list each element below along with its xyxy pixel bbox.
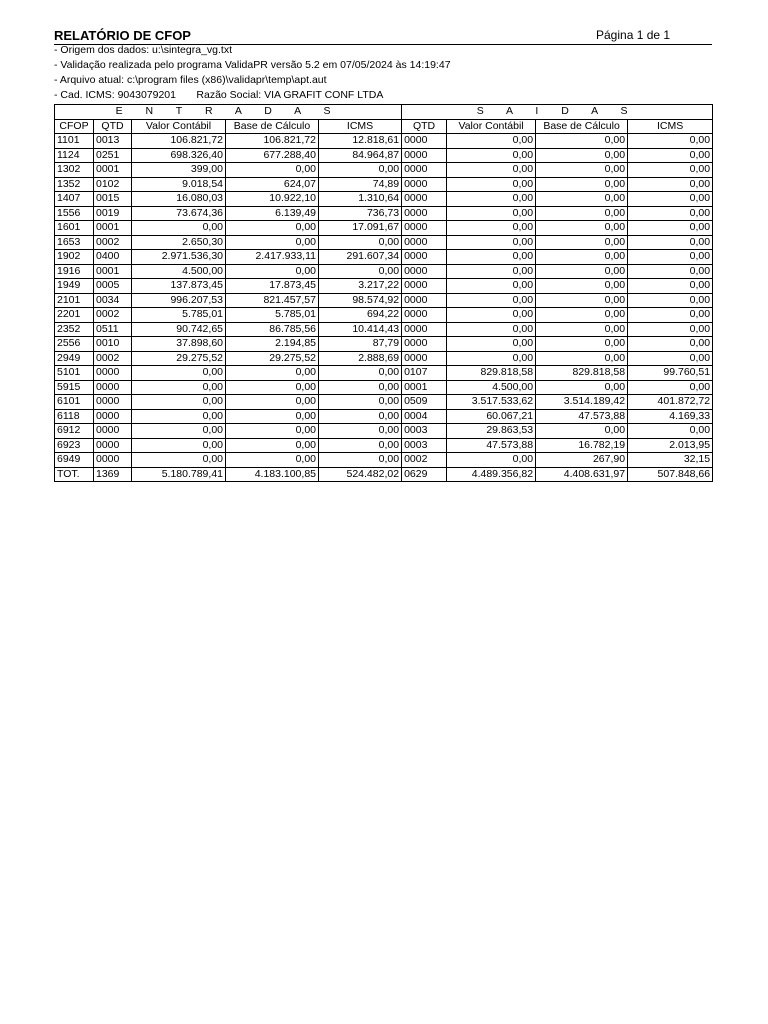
cell-cfop: 1352 <box>55 177 94 192</box>
cell-entradas-qtd: 0000 <box>94 409 132 424</box>
cell-saidas-valor-contabil: 0,00 <box>447 293 536 308</box>
cell-saidas-base-calculo: 267,90 <box>536 453 628 468</box>
cell-entradas-valor-contabil: 137.873,45 <box>132 279 226 294</box>
cell-entradas-base-calculo: 0,00 <box>226 395 319 410</box>
cell-saidas-valor-contabil: 60.067,21 <box>447 409 536 424</box>
cell-cfop: 1902 <box>55 250 94 265</box>
cell-entradas-qtd: 0001 <box>94 221 132 236</box>
table-row <box>55 424 713 439</box>
cell-entradas-icms: 1.310,64 <box>319 192 402 207</box>
total-saidas-base-calculo: 4.408.631,97 <box>536 467 628 482</box>
cell-entradas-qtd: 0000 <box>94 424 132 439</box>
cell-saidas-valor-contabil: 0,00 <box>447 163 536 178</box>
cell-saidas-icms: 0,00 <box>628 134 713 149</box>
cell-saidas-base-calculo: 0,00 <box>536 337 628 352</box>
header-saidas-icms: ICMS <box>628 119 713 134</box>
cell-cfop: 2556 <box>55 337 94 352</box>
cell-saidas-qtd: 0509 <box>402 395 447 410</box>
cell-entradas-valor-contabil: 0,00 <box>132 438 226 453</box>
cell-saidas-valor-contabil: 829.818,58 <box>447 366 536 381</box>
cell-entradas-icms: 0,00 <box>319 366 402 381</box>
cell-entradas-icms: 84.964,87 <box>319 148 402 163</box>
cell-cfop: 1916 <box>55 264 94 279</box>
cell-entradas-icms: 74,89 <box>319 177 402 192</box>
cell-entradas-base-calculo: 29.275,52 <box>226 351 319 366</box>
cell-entradas-icms: 10.414,43 <box>319 322 402 337</box>
cell-saidas-icms: 0,00 <box>628 206 713 221</box>
cell-entradas-icms: 0,00 <box>319 235 402 250</box>
cell-saidas-qtd: 0107 <box>402 366 447 381</box>
cell-saidas-qtd: 0000 <box>402 337 447 352</box>
info-cadastro: - Cad. ICMS: 9043079201 Razão Social: VIA GRAFIT CONF LTDA <box>54 89 384 101</box>
cell-cfop: 1101 <box>55 134 94 149</box>
cell-saidas-valor-contabil: 0,00 <box>447 337 536 352</box>
cell-entradas-valor-contabil: 73.674,36 <box>132 206 226 221</box>
cell-saidas-icms: 0,00 <box>628 250 713 265</box>
cell-entradas-base-calculo: 0,00 <box>226 264 319 279</box>
cell-entradas-valor-contabil: 29.275,52 <box>132 351 226 366</box>
header-saidas-valor-contabil: Valor Contábil <box>447 119 536 134</box>
cell-entradas-valor-contabil: 0,00 <box>132 424 226 439</box>
cell-entradas-qtd: 0000 <box>94 380 132 395</box>
cell-cfop: 1949 <box>55 279 94 294</box>
cell-cfop: 5101 <box>55 366 94 381</box>
cell-entradas-base-calculo: 0,00 <box>226 424 319 439</box>
cell-saidas-valor-contabil: 0,00 <box>447 250 536 265</box>
cell-entradas-icms: 17.091,67 <box>319 221 402 236</box>
cell-entradas-qtd: 0511 <box>94 322 132 337</box>
cell-saidas-qtd: 0002 <box>402 453 447 468</box>
cell-entradas-qtd: 0005 <box>94 279 132 294</box>
cell-entradas-qtd: 0251 <box>94 148 132 163</box>
cell-saidas-qtd: 0003 <box>402 438 447 453</box>
cell-entradas-base-calculo: 0,00 <box>226 163 319 178</box>
cell-cfop: 2352 <box>55 322 94 337</box>
cell-cfop: 1601 <box>55 221 94 236</box>
cell-entradas-qtd: 0002 <box>94 351 132 366</box>
cell-entradas-icms: 736,73 <box>319 206 402 221</box>
cell-entradas-qtd: 0034 <box>94 293 132 308</box>
cell-entradas-icms: 0,00 <box>319 438 402 453</box>
table-row <box>55 293 713 308</box>
cell-saidas-valor-contabil: 0,00 <box>447 177 536 192</box>
cell-saidas-base-calculo: 0,00 <box>536 148 628 163</box>
cell-saidas-base-calculo: 47.573,88 <box>536 409 628 424</box>
cell-cfop: 6118 <box>55 409 94 424</box>
total-entradas-qtd: 1369 <box>94 467 132 482</box>
cell-entradas-valor-contabil: 37.898,60 <box>132 337 226 352</box>
cell-saidas-base-calculo: 0,00 <box>536 206 628 221</box>
table-row <box>55 134 713 149</box>
cell-entradas-icms: 0,00 <box>319 380 402 395</box>
info-origem: - Origem dos dados: u:\sintegra_vg.txt <box>54 44 233 56</box>
cell-entradas-valor-contabil: 996.207,53 <box>132 293 226 308</box>
cell-saidas-base-calculo: 0,00 <box>536 177 628 192</box>
cell-saidas-qtd: 0000 <box>402 163 447 178</box>
cell-saidas-valor-contabil: 0,00 <box>447 148 536 163</box>
cell-entradas-qtd: 0000 <box>94 453 132 468</box>
cell-entradas-valor-contabil: 0,00 <box>132 380 226 395</box>
cell-cfop: 1556 <box>55 206 94 221</box>
cell-saidas-qtd: 0000 <box>402 308 447 323</box>
cell-cfop: 1653 <box>55 235 94 250</box>
cell-entradas-valor-contabil: 0,00 <box>132 221 226 236</box>
cell-entradas-base-calculo: 624,07 <box>226 177 319 192</box>
cell-entradas-icms: 0,00 <box>319 409 402 424</box>
cell-saidas-icms: 32,15 <box>628 453 713 468</box>
cell-saidas-icms: 4.169,33 <box>628 409 713 424</box>
cell-entradas-icms: 3.217,22 <box>319 279 402 294</box>
table-row <box>55 453 713 468</box>
total-saidas-valor-contabil: 4.489.356,82 <box>447 467 536 482</box>
cell-saidas-valor-contabil: 0,00 <box>447 308 536 323</box>
table-row <box>55 380 713 395</box>
cell-saidas-base-calculo: 0,00 <box>536 192 628 207</box>
cell-saidas-valor-contabil: 0,00 <box>447 322 536 337</box>
cell-saidas-valor-contabil: 0,00 <box>447 351 536 366</box>
table-row <box>55 351 713 366</box>
cell-saidas-valor-contabil: 0,00 <box>447 134 536 149</box>
table-row <box>55 409 713 424</box>
cell-cfop: 5915 <box>55 380 94 395</box>
cell-saidas-valor-contabil: 47.573,88 <box>447 438 536 453</box>
cell-saidas-base-calculo: 16.782,19 <box>536 438 628 453</box>
cell-entradas-base-calculo: 0,00 <box>226 409 319 424</box>
cell-entradas-valor-contabil: 90.742,65 <box>132 322 226 337</box>
cell-entradas-qtd: 0000 <box>94 438 132 453</box>
column-header-row <box>55 119 713 134</box>
cell-saidas-icms: 0,00 <box>628 308 713 323</box>
report-header <box>54 26 712 45</box>
cell-saidas-icms: 99.760,51 <box>628 366 713 381</box>
table-row <box>55 221 713 236</box>
info-validacao: - Validação realizada pelo programa ValidaPR versão 5.2 em 07/05/2024 às 14:19:47 <box>54 59 451 71</box>
cell-entradas-valor-contabil: 5.785,01 <box>132 308 226 323</box>
cell-entradas-icms: 0,00 <box>319 453 402 468</box>
cell-cfop: 1302 <box>55 163 94 178</box>
cell-entradas-valor-contabil: 4.500,00 <box>132 264 226 279</box>
cell-saidas-base-calculo: 0,00 <box>536 250 628 265</box>
cell-entradas-base-calculo: 106.821,72 <box>226 134 319 149</box>
table-row <box>55 322 713 337</box>
table-row <box>55 438 713 453</box>
report-title: RELATÓRIO DE CFOP <box>54 28 191 43</box>
cell-saidas-qtd: 0003 <box>402 424 447 439</box>
cell-cfop: 2201 <box>55 308 94 323</box>
cell-saidas-base-calculo: 0,00 <box>536 308 628 323</box>
cell-saidas-icms: 0,00 <box>628 424 713 439</box>
cell-saidas-valor-contabil: 4.500,00 <box>447 380 536 395</box>
cell-entradas-valor-contabil: 0,00 <box>132 409 226 424</box>
cell-entradas-icms: 291.607,34 <box>319 250 402 265</box>
cell-saidas-base-calculo: 829.818,58 <box>536 366 628 381</box>
cell-entradas-valor-contabil: 399,00 <box>132 163 226 178</box>
cell-entradas-qtd: 0400 <box>94 250 132 265</box>
table-row <box>55 177 713 192</box>
table-row <box>55 337 713 352</box>
cell-entradas-icms: 2.888,69 <box>319 351 402 366</box>
entradas-group-header: E N T R A D A S <box>55 105 402 120</box>
cell-saidas-icms: 401.872,72 <box>628 395 713 410</box>
cell-saidas-icms: 0,00 <box>628 148 713 163</box>
cell-saidas-base-calculo: 0,00 <box>536 264 628 279</box>
cell-saidas-base-calculo: 0,00 <box>536 134 628 149</box>
table-row <box>55 148 713 163</box>
cell-entradas-base-calculo: 0,00 <box>226 380 319 395</box>
saidas-group-header: S A I D A S <box>402 105 713 120</box>
cell-entradas-qtd: 0015 <box>94 192 132 207</box>
cell-entradas-valor-contabil: 16.080,03 <box>132 192 226 207</box>
cell-saidas-valor-contabil: 0,00 <box>447 453 536 468</box>
total-saidas-qtd: 0629 <box>402 467 447 482</box>
cell-entradas-base-calculo: 677.288,40 <box>226 148 319 163</box>
cell-entradas-valor-contabil: 9.018,54 <box>132 177 226 192</box>
cell-saidas-qtd: 0000 <box>402 177 447 192</box>
cell-entradas-valor-contabil: 698.326,40 <box>132 148 226 163</box>
cell-saidas-valor-contabil: 29.863,53 <box>447 424 536 439</box>
cell-cfop: 1124 <box>55 148 94 163</box>
cell-saidas-icms: 0,00 <box>628 192 713 207</box>
cell-entradas-valor-contabil: 106.821,72 <box>132 134 226 149</box>
cell-saidas-icms: 0,00 <box>628 235 713 250</box>
cell-entradas-base-calculo: 821.457,57 <box>226 293 319 308</box>
cell-entradas-base-calculo: 0,00 <box>226 235 319 250</box>
cell-entradas-qtd: 0001 <box>94 163 132 178</box>
cell-entradas-base-calculo: 0,00 <box>226 438 319 453</box>
cell-saidas-icms: 0,00 <box>628 279 713 294</box>
header-saidas-qtd: QTD <box>402 119 447 134</box>
cell-entradas-base-calculo: 0,00 <box>226 366 319 381</box>
cell-entradas-base-calculo: 2.417.933,11 <box>226 250 319 265</box>
cell-cfop: 1407 <box>55 192 94 207</box>
cell-saidas-qtd: 0004 <box>402 409 447 424</box>
total-entradas-valor-contabil: 5.180.789,41 <box>132 467 226 482</box>
cell-saidas-valor-contabil: 0,00 <box>447 235 536 250</box>
cell-saidas-icms: 0,00 <box>628 177 713 192</box>
cfop-table <box>54 104 713 482</box>
cell-entradas-base-calculo: 17.873,45 <box>226 279 319 294</box>
table-row <box>55 264 713 279</box>
cell-saidas-valor-contabil: 0,00 <box>447 264 536 279</box>
cell-entradas-icms: 0,00 <box>319 163 402 178</box>
cell-entradas-qtd: 0000 <box>94 366 132 381</box>
cell-saidas-base-calculo: 0,00 <box>536 351 628 366</box>
cell-saidas-qtd: 0000 <box>402 148 447 163</box>
cell-entradas-valor-contabil: 0,00 <box>132 395 226 410</box>
cell-entradas-qtd: 0001 <box>94 264 132 279</box>
cell-entradas-icms: 98.574,92 <box>319 293 402 308</box>
cell-entradas-base-calculo: 10.922,10 <box>226 192 319 207</box>
table-row <box>55 395 713 410</box>
cell-entradas-icms: 0,00 <box>319 264 402 279</box>
info-arquivo: - Arquivo atual: c:\program files (x86)\validapr\temp\apt.aut <box>54 74 327 86</box>
cell-saidas-base-calculo: 0,00 <box>536 163 628 178</box>
cell-saidas-qtd: 0000 <box>402 235 447 250</box>
cell-entradas-qtd: 0010 <box>94 337 132 352</box>
cell-entradas-icms: 12.818,61 <box>319 134 402 149</box>
group-header-row <box>55 105 713 120</box>
cell-cfop: 6949 <box>55 453 94 468</box>
cell-saidas-base-calculo: 0,00 <box>536 380 628 395</box>
header-entradas-base-calculo: Base de Cálculo <box>226 119 319 134</box>
cell-saidas-qtd: 0000 <box>402 221 447 236</box>
cell-saidas-qtd: 0000 <box>402 351 447 366</box>
total-entradas-icms: 524.482,02 <box>319 467 402 482</box>
cell-saidas-qtd: 0000 <box>402 264 447 279</box>
cell-saidas-base-calculo: 3.514.189,42 <box>536 395 628 410</box>
header-cfop: CFOP <box>55 119 94 134</box>
cell-entradas-qtd: 0019 <box>94 206 132 221</box>
cell-saidas-qtd: 0001 <box>402 380 447 395</box>
cell-entradas-base-calculo: 2.194,85 <box>226 337 319 352</box>
cell-cfop: 2949 <box>55 351 94 366</box>
cell-saidas-icms: 0,00 <box>628 163 713 178</box>
table-row <box>55 366 713 381</box>
cell-cfop: 6923 <box>55 438 94 453</box>
total-entradas-base-calculo: 4.183.100,85 <box>226 467 319 482</box>
cell-entradas-qtd: 0002 <box>94 235 132 250</box>
cell-saidas-valor-contabil: 0,00 <box>447 192 536 207</box>
cell-saidas-icms: 0,00 <box>628 293 713 308</box>
total-saidas-icms: 507.848,66 <box>628 467 713 482</box>
cell-cfop: 6912 <box>55 424 94 439</box>
cell-entradas-base-calculo: 0,00 <box>226 453 319 468</box>
cell-saidas-qtd: 0000 <box>402 250 447 265</box>
cell-entradas-qtd: 0102 <box>94 177 132 192</box>
cell-saidas-base-calculo: 0,00 <box>536 279 628 294</box>
table-row <box>55 163 713 178</box>
cell-saidas-qtd: 0000 <box>402 206 447 221</box>
cell-saidas-qtd: 0000 <box>402 134 447 149</box>
cell-saidas-qtd: 0000 <box>402 279 447 294</box>
table-row <box>55 279 713 294</box>
cell-saidas-valor-contabil: 3.517.533,62 <box>447 395 536 410</box>
cell-saidas-icms: 0,00 <box>628 380 713 395</box>
cell-entradas-valor-contabil: 2.650,30 <box>132 235 226 250</box>
cell-cfop: 2101 <box>55 293 94 308</box>
total-row <box>55 467 713 482</box>
cell-entradas-base-calculo: 5.785,01 <box>226 308 319 323</box>
cell-saidas-valor-contabil: 0,00 <box>447 279 536 294</box>
table-row <box>55 250 713 265</box>
report-page <box>54 26 712 482</box>
cell-saidas-icms: 2.013,95 <box>628 438 713 453</box>
cell-saidas-icms: 0,00 <box>628 322 713 337</box>
cell-saidas-base-calculo: 0,00 <box>536 221 628 236</box>
table-row <box>55 192 713 207</box>
cell-saidas-base-calculo: 0,00 <box>536 322 628 337</box>
cell-entradas-base-calculo: 0,00 <box>226 221 319 236</box>
cell-entradas-valor-contabil: 0,00 <box>132 453 226 468</box>
cell-entradas-valor-contabil: 2.971.536,30 <box>132 250 226 265</box>
cell-saidas-icms: 0,00 <box>628 264 713 279</box>
cell-entradas-base-calculo: 6.139,49 <box>226 206 319 221</box>
header-entradas-qtd: QTD <box>94 119 132 134</box>
cfop-table-body <box>55 134 713 468</box>
cell-entradas-icms: 0,00 <box>319 424 402 439</box>
table-row <box>55 235 713 250</box>
cell-entradas-icms: 694,22 <box>319 308 402 323</box>
cell-saidas-base-calculo: 0,00 <box>536 235 628 250</box>
total-label: TOT. <box>55 467 94 482</box>
table-row <box>55 308 713 323</box>
cell-saidas-qtd: 0000 <box>402 192 447 207</box>
cell-entradas-qtd: 0000 <box>94 395 132 410</box>
cell-entradas-icms: 0,00 <box>319 395 402 410</box>
cell-saidas-qtd: 0000 <box>402 293 447 308</box>
cell-saidas-valor-contabil: 0,00 <box>447 221 536 236</box>
cell-saidas-qtd: 0000 <box>402 322 447 337</box>
cell-saidas-icms: 0,00 <box>628 221 713 236</box>
cell-saidas-base-calculo: 0,00 <box>536 424 628 439</box>
cell-saidas-icms: 0,00 <box>628 337 713 352</box>
table-row <box>55 206 713 221</box>
cell-entradas-valor-contabil: 0,00 <box>132 366 226 381</box>
cell-saidas-valor-contabil: 0,00 <box>447 206 536 221</box>
cell-saidas-base-calculo: 0,00 <box>536 293 628 308</box>
cell-saidas-icms: 0,00 <box>628 351 713 366</box>
header-saidas-base-calculo: Base de Cálculo <box>536 119 628 134</box>
header-entradas-valor-contabil: Valor Contábil <box>132 119 226 134</box>
cell-entradas-qtd: 0013 <box>94 134 132 149</box>
page-number: Página 1 de 1 <box>596 28 671 42</box>
cell-entradas-base-calculo: 86.785,56 <box>226 322 319 337</box>
cell-entradas-icms: 87,79 <box>319 337 402 352</box>
cell-entradas-qtd: 0002 <box>94 308 132 323</box>
header-entradas-icms: ICMS <box>319 119 402 134</box>
cell-cfop: 6101 <box>55 395 94 410</box>
